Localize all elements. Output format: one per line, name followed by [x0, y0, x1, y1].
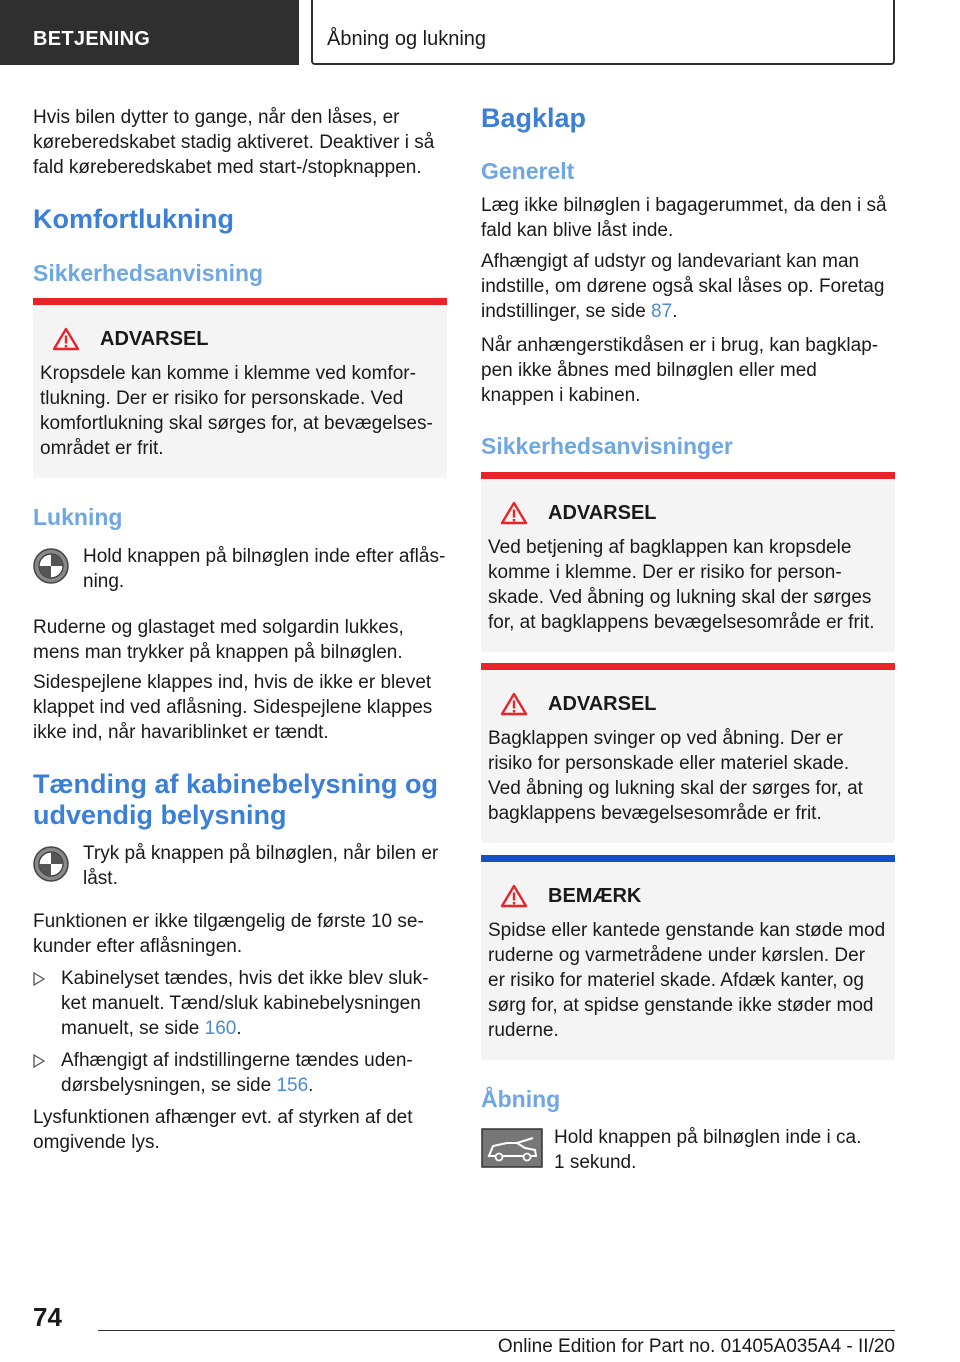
bullet-item: Afhængigt af indstillingerne tændes udendørsbelysningen, se side 156.: [33, 1048, 447, 1098]
lys-paragraph: Lysfunktionen afhænger evt. af styrken af det omgivende lys.: [33, 1107, 413, 1153]
warning-text: Bagklappen svinger op ved åbning. Der er risiko for personskade eller materiel skade. Ved åbning og lukning skal der sørges for, at bagklappens bevægelsesområde er frit.: [488, 728, 863, 824]
warning-box-bagklap-2: [481, 663, 895, 843]
generelt-paragraph-3: Når anhængerstikdåsen er i brug, kan bagklappen ikke åbnes med bilnøglen eller med knappen i kabinen.: [481, 335, 879, 406]
bullet-arrow-icon: [33, 972, 45, 986]
komfortlukning-heading: Komfortlukning: [33, 204, 234, 234]
warning-label: ADVARSEL: [100, 327, 209, 350]
warning-triangle-icon: [500, 501, 528, 525]
sikkerhedsanvisning-heading: Sikkerhedsanvisning: [33, 260, 264, 286]
page-link-160[interactable]: 160: [204, 1018, 237, 1039]
warning-triangle-icon: [500, 692, 528, 716]
footer-edition: Online Edition for Part no. 01405A035A4 - II/20: [497, 1336, 895, 1357]
lukning-instruction: Hold knappen på bilnøglen inde efter aflåsning.: [83, 546, 446, 592]
chapter-title: Åbning og lukning: [311, 0, 895, 65]
warning-triangle-icon: [500, 884, 528, 908]
warning-box-bagklap-1: [481, 472, 895, 652]
ruder-paragraph: Ruderne og glastaget med solgardin lukkes, mens man trykker på knappen på bilnøglen.: [33, 617, 404, 663]
footer-divider: [98, 1330, 895, 1331]
page-link-87[interactable]: 87: [651, 301, 673, 322]
sikkerhedsanvisninger-heading: Sikkerhedsanvisninger: [481, 433, 733, 459]
page-link-156[interactable]: 156: [276, 1075, 309, 1096]
note-label: BEMÆRK: [548, 884, 642, 907]
bagklap-heading: Bagklap: [481, 103, 587, 133]
trunk-open-icon: [481, 1128, 543, 1168]
note-box: [481, 855, 895, 1060]
warning-text: Ved betjening af bagklappen kan kropsdele komme i klemme. Der er risiko for personskade. Ved åbning og lukning skal der sørges for, at bagklappens bevægelsesområde er frit.: [488, 537, 875, 633]
warning-text: Kropsdele kan komme i klemme ved komfortlukning. Der er risiko for personskade. Ved komfortlukning skal sørges for, at bevægelsesområdet er frit.: [40, 363, 433, 459]
section-tab: BETJENING: [0, 0, 299, 65]
funktion-paragraph: Funktionen er ikke tilgængelig de første 10 sekunder efter aflåsningen.: [33, 911, 424, 957]
note-text: Spidse eller kantede genstande kan støde mod ruderne og varmetrådene under kørslen. Der er risiko for materiel skade. Afdæk kanter, og sørg for, at spidse genstande ikke støder mod ruderne.: [488, 920, 886, 1041]
bullet-item: Kabinelyset tændes, hvis det ikke blev slukket manuelt. Tænd/sluk kabinebelysningen manuelt, se side 160.: [33, 966, 447, 1041]
spejle-paragraph: Sidespejlene klappes ind, hvis de ikke er blevet klappet ind ved aflåsning. Sidespejlene klappes ikke ind, når havariblinket er tændt.: [33, 672, 433, 743]
page-number: 74: [33, 1302, 62, 1332]
intro-paragraph: Hvis bilen dytter to gange, når den låses, er køreberedskabet stadig aktiveret. Deaktiver i så fald køreberedskabet med start-/stopknappen.: [33, 107, 435, 178]
bmw-key-icon: [33, 548, 69, 584]
bullet-arrow-icon: [33, 1054, 45, 1068]
warning-box-komfort: [33, 298, 447, 478]
aabning-instruction: Hold knappen på bilnøglen inde i ca. 1 sekund.: [554, 1127, 862, 1173]
warning-label: ADVARSEL: [548, 692, 657, 715]
warning-triangle-icon: [52, 327, 80, 351]
bmw-key-icon: [33, 846, 69, 882]
warning-label: ADVARSEL: [548, 501, 657, 524]
generelt-heading: Generelt: [481, 158, 575, 184]
generelt-paragraph-2: Afhængigt af udstyr og landevariant kan man indstille, om dørene også skal låses op. Foretag indstillinger, se side 87.: [481, 251, 885, 322]
aabning-heading: Åbning: [481, 1086, 561, 1112]
generelt-paragraph-1: Læg ikke bilnøglen i bagagerummet, da den i så fald kan blive låst inde.: [481, 195, 887, 241]
lukning-heading: Lukning: [33, 504, 123, 530]
taending-instruction: Tryk på knappen på bilnøglen, når bilen er låst.: [83, 843, 439, 889]
taending-heading: Tænding af kabinebelysning og udvendig belysning: [33, 769, 439, 830]
